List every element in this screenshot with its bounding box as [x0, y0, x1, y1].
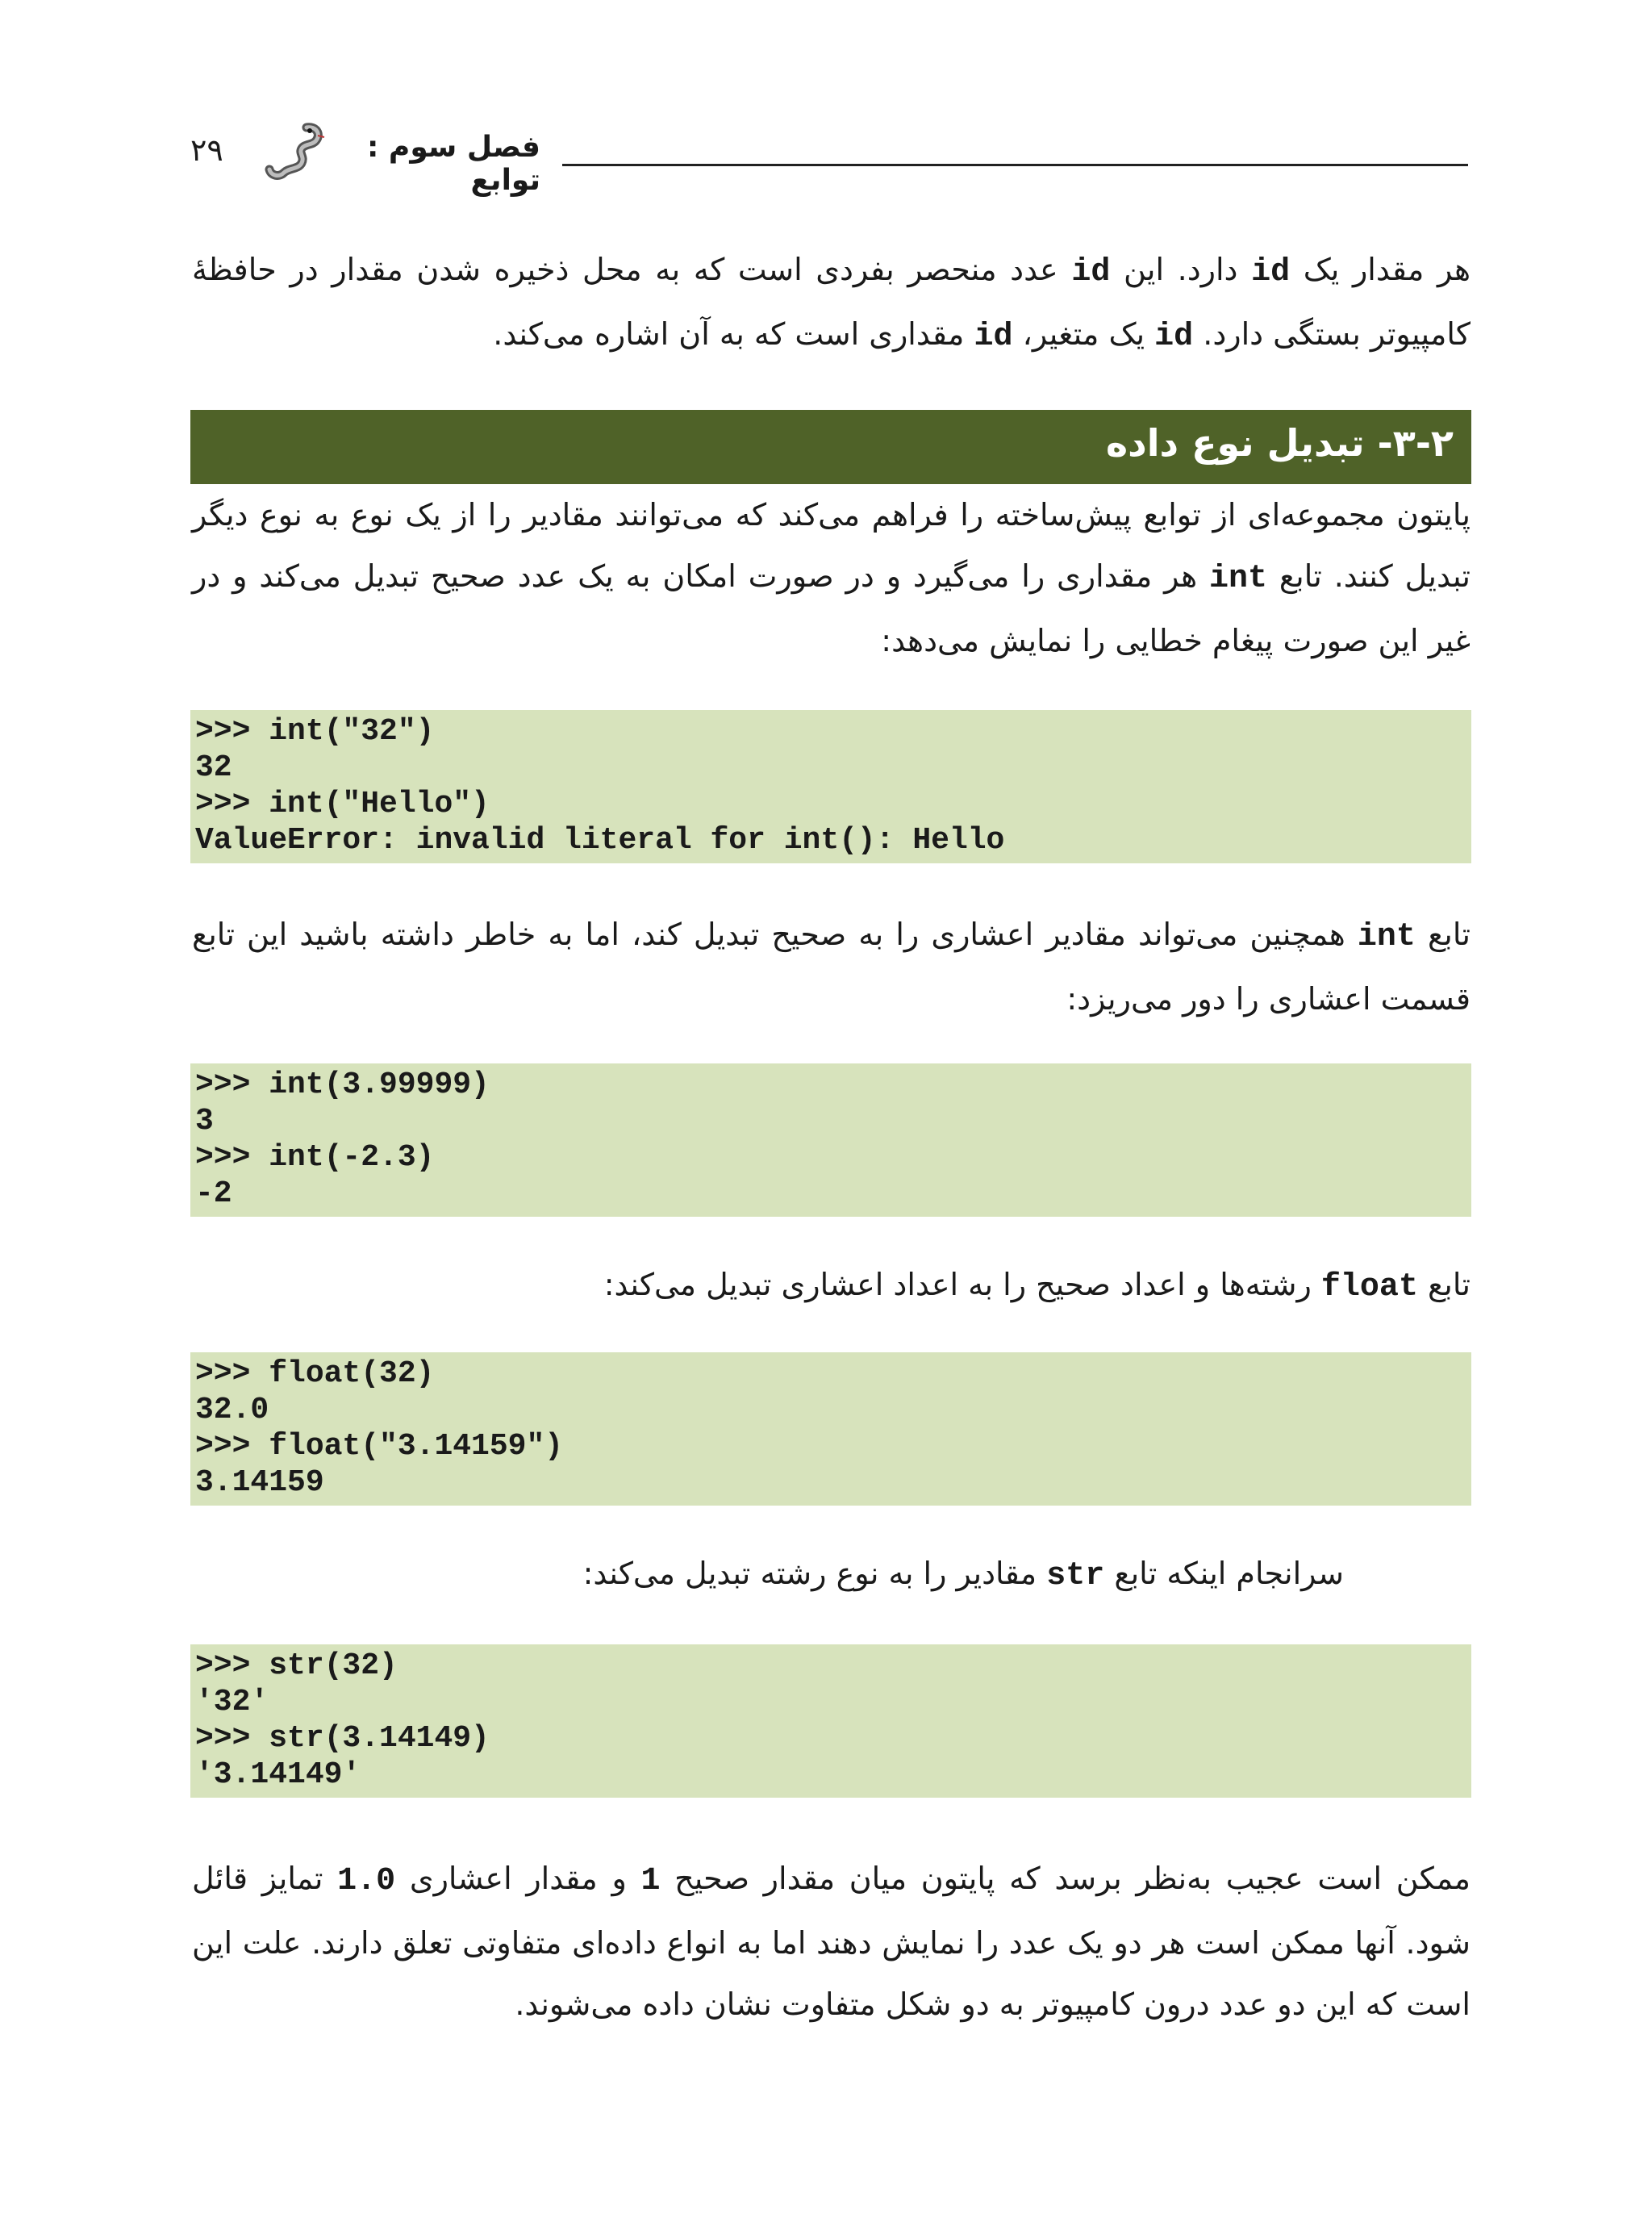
- int-literal: 1: [640, 1863, 661, 1899]
- paragraph-int-float: [192, 904, 1471, 1030]
- code-line: >>> int(-2.3): [195, 1140, 435, 1175]
- code-block-int-float: [190, 1063, 1471, 1217]
- code-line: '3.14149': [195, 1757, 361, 1792]
- code-line: 32.0: [195, 1393, 269, 1427]
- str-keyword: str: [1046, 1558, 1105, 1594]
- id-keyword: id: [1071, 254, 1111, 290]
- float-literal: 1.0: [337, 1863, 396, 1899]
- section-title: ۳-۲- تبدیل نوع داده: [1105, 421, 1454, 465]
- code-line: -2: [195, 1176, 232, 1211]
- paragraph-str: [192, 1543, 1344, 1607]
- code-line: >>> str(3.14149): [195, 1721, 490, 1756]
- id-keyword: id: [1251, 254, 1291, 290]
- paragraph-text: ممکن است عجیب به‌نظر برسد که پایتون میان مقدار صحیح: [660, 1861, 1471, 1896]
- paragraph-float: [192, 1254, 1471, 1318]
- code-block-str: [190, 1644, 1471, 1798]
- code-block-float: [190, 1352, 1471, 1506]
- intro-text-4: یک متغیر،: [1012, 316, 1155, 352]
- paragraph-text: تابع: [1417, 1267, 1471, 1302]
- paragraph-text: همچنین می‌تواند مقادیر اعشاری را به صحیح تبدیل کند، اما به خاطر داشته باشید این تابع قسمت اعشاری را دور می‌ریزد:: [192, 917, 1471, 1017]
- section-heading-bar: [190, 410, 1471, 484]
- paragraph-text: هر مقداری را می‌گیرد و در صورت امکان به یک عدد صحیح تبدیل می‌کند و در غیر این صورت پیغام خطایی را نمایش می‌دهد:: [192, 558, 1471, 658]
- paragraph-text: تابع: [1415, 917, 1471, 952]
- code-block-int-string: [190, 710, 1471, 863]
- intro-text-1: هر مقدار یک: [1290, 252, 1471, 287]
- id-keyword: id: [974, 319, 1013, 355]
- code-line: '32': [195, 1685, 269, 1719]
- chapter-title: فصل سوم : توابع: [367, 131, 540, 197]
- code-line: >>> str(32): [195, 1648, 398, 1683]
- python-snake-icon: [260, 118, 326, 184]
- int-keyword: int: [1357, 919, 1416, 955]
- paragraph-text: سرانجام اینکه تابع: [1104, 1556, 1344, 1591]
- float-keyword: float: [1320, 1269, 1418, 1305]
- header-rule: [562, 164, 1468, 166]
- paragraph-text: و مقدار اعشاری: [395, 1861, 641, 1896]
- code-line: >>> int(3.99999): [195, 1067, 490, 1102]
- code-line: 3.14159: [195, 1465, 324, 1500]
- code-line: >>> float("3.14159"): [195, 1429, 564, 1464]
- paragraph-text: رشته‌ها و اعداد صحیح را به اعداد اعشاری تبدیل می‌کند:: [603, 1267, 1321, 1302]
- intro-text-2: دارد. این: [1110, 252, 1252, 287]
- page-number: ۲۹: [190, 132, 223, 168]
- code-line: ValueError: invalid literal for int(): Hello: [195, 823, 1005, 858]
- paragraph-text: تمایز قائل شود. آنها ممکن است هر دو یک عدد را نمایش دهند اما به انواع داده‌ای متفاوتی تعلق دارند. علت این است که این دو عدد درون کامپیوتر به دو شکل متفاوت نشان داده می‌شوند.: [192, 1861, 1471, 2022]
- paragraph-text: پایتون مجموعه‌ای از توابع پیش‌ساخته را فراهم می‌کند که می‌توانند مقادیر را از یک نوع به نوع دیگر تبدیل کنند. تابع: [192, 497, 1471, 594]
- int-keyword: int: [1209, 561, 1268, 597]
- intro-paragraph: [192, 239, 1471, 368]
- code-line: 3: [195, 1104, 214, 1138]
- paragraph-int-intro: [192, 484, 1471, 671]
- intro-text-5: مقداری است که به آن اشاره می‌کند.: [493, 316, 974, 352]
- intro-text-3: عدد منحصر بفردی است که به محل ذخیره شدن مقدار در حافظهٔ کامپیوتر بستگی دارد.: [192, 252, 1471, 352]
- code-line: >>> int("32"): [195, 714, 435, 749]
- code-line: >>> int("Hello"): [195, 787, 490, 821]
- code-line: >>> float(32): [195, 1356, 435, 1391]
- paragraph-text: مقادیر را به نوع رشته تبدیل می‌کند:: [582, 1556, 1047, 1591]
- paragraph-int-vs-float: [192, 1848, 1471, 2035]
- code-line: 32: [195, 750, 232, 785]
- id-keyword: id: [1154, 319, 1194, 355]
